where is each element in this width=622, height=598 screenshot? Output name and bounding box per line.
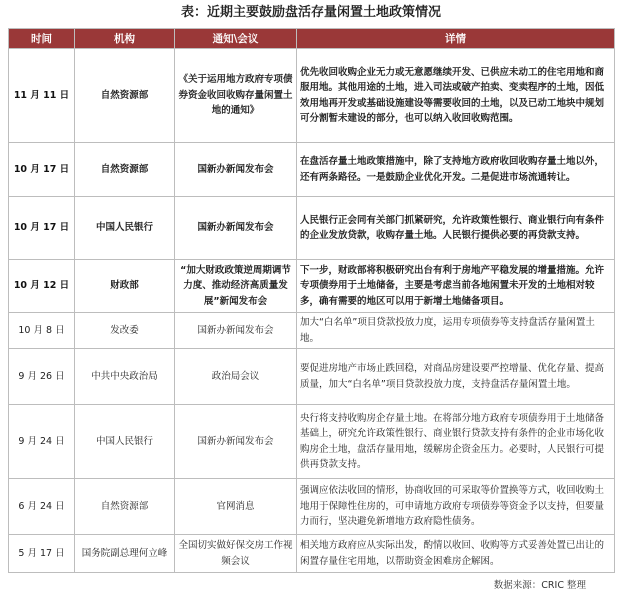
cell-detail: 优先收回收购企业无力或无意愿继续开发、已供应未动工的住宅用地和商服用地。其他用途的土地，进入司法或破产拍卖、变卖程序的土地，因低效用地再开发或基础设施建设等需要收回的土地，以及已动工地块中规划可分割暂未建设的部分，也可以纳入收回收购范围。 bbox=[297, 49, 615, 143]
cell-time: 6 月 24 日 bbox=[9, 479, 75, 535]
cell-time: 10 月 8 日 bbox=[9, 313, 75, 349]
table-row bbox=[9, 197, 615, 260]
cell-meeting: 国新办新闻发布会 bbox=[175, 405, 297, 479]
cell-detail: 人民银行正会同有关部门抓紧研究，允许政策性银行、商业银行向有条件的企业发放贷款，收购存量土地。人民银行提供必要的再贷款支持。 bbox=[297, 197, 615, 260]
cell-meeting: 国新办新闻发布会 bbox=[175, 197, 297, 260]
table-body bbox=[9, 49, 615, 573]
cell-meeting: 《关于运用地方政府专项债券资金收回收购存量闲置土地的通知》 bbox=[175, 49, 297, 143]
cell-detail: 在盘活存量土地政策措施中，除了支持地方政府收回收购存量土地以外，还有两条路径。一是鼓励企业优化开发。二是促进市场流通转让。 bbox=[297, 143, 615, 197]
cell-meeting: 官网消息 bbox=[175, 479, 297, 535]
cell-time: 9 月 24 日 bbox=[9, 405, 75, 479]
table-row bbox=[9, 479, 615, 535]
cell-detail: 相关地方政府应从实际出发，酌情以收回、收购等方式妥善处置已出让的闲置存量住宅用地，以帮助资金困难房企解困。 bbox=[297, 535, 615, 573]
cell-org: 自然资源部 bbox=[75, 49, 175, 143]
cell-org: 财政部 bbox=[75, 260, 175, 313]
table-header bbox=[9, 29, 615, 49]
table-row bbox=[9, 260, 615, 313]
cell-org: 国务院副总理何立峰 bbox=[75, 535, 175, 573]
cell-meeting: “加大财政政策逆周期调节力度、推动经济高质量发展”新闻发布会 bbox=[175, 260, 297, 313]
cell-meeting: 全国切实做好保交房工作视频会议 bbox=[175, 535, 297, 573]
cell-org: 中国人民银行 bbox=[75, 197, 175, 260]
table-row bbox=[9, 349, 615, 405]
table-row bbox=[9, 405, 615, 479]
cell-org: 自然资源部 bbox=[75, 143, 175, 197]
cell-detail: 下一步，财政部将积极研究出台有利于房地产平稳发展的增量措施。允许专项债券用于土地储备，主要是考虑当前各地闲置未开发的土地相对较多，确有需要的地区可以用于新增土地储备项目。 bbox=[297, 260, 615, 313]
cell-meeting: 国新办新闻发布会 bbox=[175, 313, 297, 349]
header-org: 机构 bbox=[75, 29, 175, 49]
cell-time: 10 月 17 日 bbox=[9, 197, 75, 260]
cell-time: 10 月 12 日 bbox=[9, 260, 75, 313]
cell-org: 自然资源部 bbox=[75, 479, 175, 535]
cell-detail: 要促进房地产市场止跌回稳，对商品房建设要严控增量、优化存量、提高质量，加大“白名单”项目贷款投放力度，支持盘活存量闲置土地。 bbox=[297, 349, 615, 405]
header-row bbox=[9, 29, 615, 49]
table-title: 表：近期主要鼓励盘活存量闲置土地政策情况 bbox=[180, 5, 441, 20]
cell-time: 5 月 17 日 bbox=[9, 535, 75, 573]
header-meeting: 通知\会议 bbox=[175, 29, 297, 49]
cell-time: 11 月 11 日 bbox=[9, 49, 75, 143]
cell-meeting: 政治局会议 bbox=[175, 349, 297, 405]
cell-org: 中共中央政治局 bbox=[75, 349, 175, 405]
table-row bbox=[9, 313, 615, 349]
header-detail: 详情 bbox=[297, 29, 615, 49]
cell-detail: 加大“白名单”项目贷款投放力度，运用专项债券等支持盘活存量闲置土地。 bbox=[297, 313, 615, 349]
cell-meeting: 国新办新闻发布会 bbox=[175, 143, 297, 197]
cell-org: 中国人民银行 bbox=[75, 405, 175, 479]
cell-detail: 强调应依法收回的情形，协商收回的可采取等价置换等方式，收回收购土地用于保障性住房的，可申请地方政府专项债券等资金予以支持，但要量力而行，坚决避免新增地方政府隐性债务。 bbox=[297, 479, 615, 535]
table-row bbox=[9, 143, 615, 197]
policy-table bbox=[8, 28, 615, 573]
cell-time: 9 月 26 日 bbox=[9, 349, 75, 405]
cell-time: 10 月 17 日 bbox=[9, 143, 75, 197]
header-time: 时间 bbox=[9, 29, 75, 49]
table-row bbox=[9, 535, 615, 573]
table-row bbox=[9, 49, 615, 143]
cell-org: 发改委 bbox=[75, 313, 175, 349]
cell-detail: 央行将支持收购房企存量土地。在将部分地方政府专项债券用于土地储备基础上，研究允许政策性银行、商业银行贷款支持有条件的企业市场化收购房企土地，盘活存量用地，缓解房企资金压力。必要时，人民银行可提供再贷款支持。 bbox=[297, 405, 615, 479]
data-source-note: 数据来源：CRIC 整理 bbox=[493, 580, 586, 591]
